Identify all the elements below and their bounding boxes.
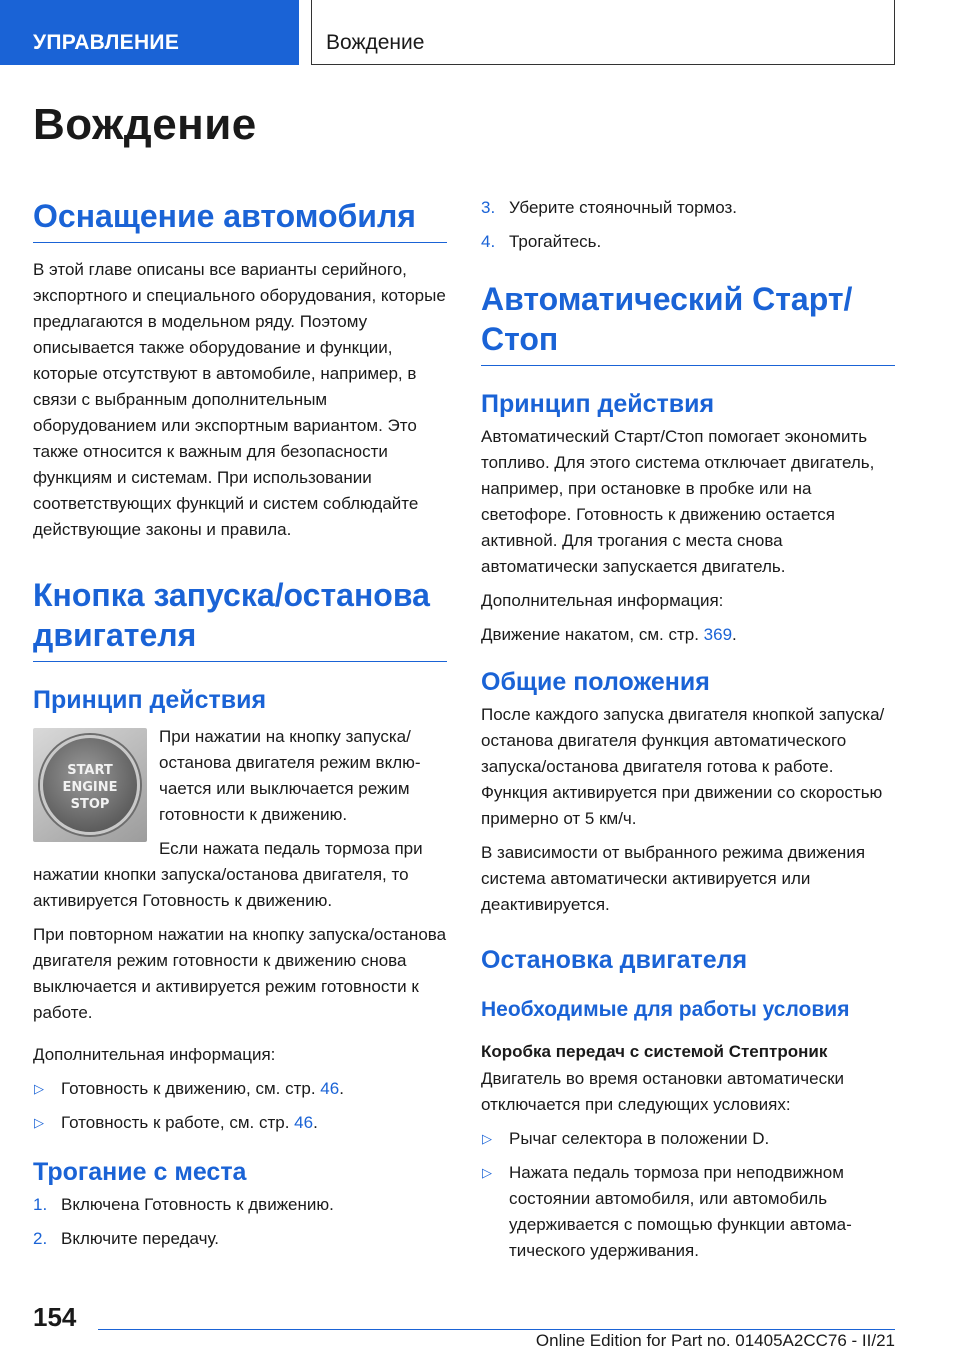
- button-principle-heading: Принцип действия: [33, 686, 267, 714]
- list-item: ▷ Готовность к работе, см. стр. 46.: [33, 1110, 447, 1136]
- section-tab[interactable]: УПРАВЛЕНИЕ: [0, 0, 299, 65]
- autostart-principle-heading: Принцип действия: [481, 390, 715, 418]
- startoff-heading: Трогание с места: [33, 1158, 247, 1186]
- button-more-info: Дополнительная информация:: [33, 1045, 276, 1064]
- page-link[interactable]: 369: [703, 625, 733, 644]
- list-item: 3. Уберите стояночный тормоз.: [481, 198, 738, 217]
- general-text-1: После каждого запуска двигателя кнопкой запуска/останова двигателя функция автоматического запуска/останова двигателя готова к работе. Функция активируется при движении со скоростью примерно от 5 км/ч.: [481, 705, 885, 828]
- page-number: 154: [33, 1302, 77, 1332]
- list-item: 4. Трогайтесь.: [481, 232, 602, 251]
- triangle-bullet-icon: ▷: [34, 1081, 44, 1096]
- footer-divider: [98, 1329, 895, 1330]
- triangle-bullet-icon: ▷: [482, 1131, 492, 1146]
- steptronic-heading: Коробка передач с системой Стептроник: [481, 1042, 828, 1061]
- button-refs: [33, 1076, 447, 1136]
- start-stop-button-heading: Кнопка запуска/останова двигателя: [33, 575, 447, 662]
- button-text-1: При нажатии на кнопку запуска/останова двигателя режим включается или выключается режим готовности к движению.: [159, 727, 421, 824]
- equipment-text: В этой главе описаны все варианты серийного, экспортного и специального оборудования, которые предлагаются в модельном ряду. Поэтому описывается также оборудование и функции, которые отсутствуют в автомобиле, например, в связи с выбранным дополнительным оборудованием или экспортным вариантом. Это также относится к важным для безопасности функциям и системам. При использовании соответствующих функций и систем соблюдайте действующие законы и правила.: [33, 260, 446, 539]
- engine-stop-conditions: [481, 1126, 895, 1264]
- left-column: [33, 196, 447, 1260]
- equipment-heading: Оснащение автомобиля: [33, 196, 447, 243]
- startoff-steps-cont: [481, 195, 895, 255]
- engine-stop-heading: Остановка двигателя: [481, 946, 748, 974]
- page-title: Вождение: [33, 100, 257, 149]
- list-item: ▷ Рычаг селектора в положении D.: [481, 1126, 895, 1152]
- autostart-ref: Движение накатом, см. стр. 369.: [481, 625, 737, 644]
- list-item: ▷ Готовность к движению, см. стр. 46.: [33, 1076, 447, 1102]
- triangle-bullet-icon: ▷: [482, 1165, 492, 1180]
- start-engine-stop-button-icon: START ENGINE STOP: [40, 735, 140, 835]
- chapter-header: Вождение: [311, 0, 895, 65]
- button-text-3: При повторном нажатии на кнопку запуска/останова двигателя режим готовности к движению снова выключается и активируется режим готовности к работе.: [33, 925, 447, 1022]
- list-item: ▷ Нажата педаль тормоза при неподвижном состоянии автомобиля, или автомобиль удерживается с помощью функции автоматического удерживания.: [481, 1160, 895, 1264]
- edition-text: Online Edition for Part no. 01405A2CC76 - II/21: [535, 1331, 895, 1350]
- page-link[interactable]: 46: [320, 1079, 340, 1098]
- general-text-2: В зависимости от выбранного режима движения система автоматически активируется или деактивируется.: [481, 843, 866, 914]
- startoff-steps: [33, 1192, 447, 1252]
- conditions-heading: Необходимые для работы условия: [481, 998, 850, 1021]
- autostart-more-info: Дополнительная информация:: [481, 591, 724, 610]
- right-column: [481, 195, 895, 1272]
- autostart-heading: Автоматический Старт/Стоп: [481, 279, 895, 366]
- autostart-text: Автоматический Старт/Стоп помогает экономить топливо. Для этого система отключает двигатель, например, при остановке в пробке или на светофоре. Готовность к движению остается активной. Для трогания с места снова автоматически запускается двигатель.: [481, 427, 875, 576]
- page-link[interactable]: 46: [294, 1113, 314, 1132]
- start-engine-stop-button-image: [33, 728, 147, 842]
- general-heading: Общие положения: [481, 668, 710, 696]
- button-text-2: Если нажата педаль тормоза при нажатии кнопки запуска/останова двигателя, то активируется Готовность к движению.: [33, 839, 423, 910]
- triangle-bullet-icon: ▷: [34, 1115, 44, 1130]
- list-item: 2. Включите передачу.: [33, 1229, 219, 1248]
- list-item: 1. Включена Готовность к движению.: [33, 1195, 334, 1214]
- engine-stop-text: Двигатель во время остановки автоматически отключается при следующих условиях:: [481, 1069, 845, 1114]
